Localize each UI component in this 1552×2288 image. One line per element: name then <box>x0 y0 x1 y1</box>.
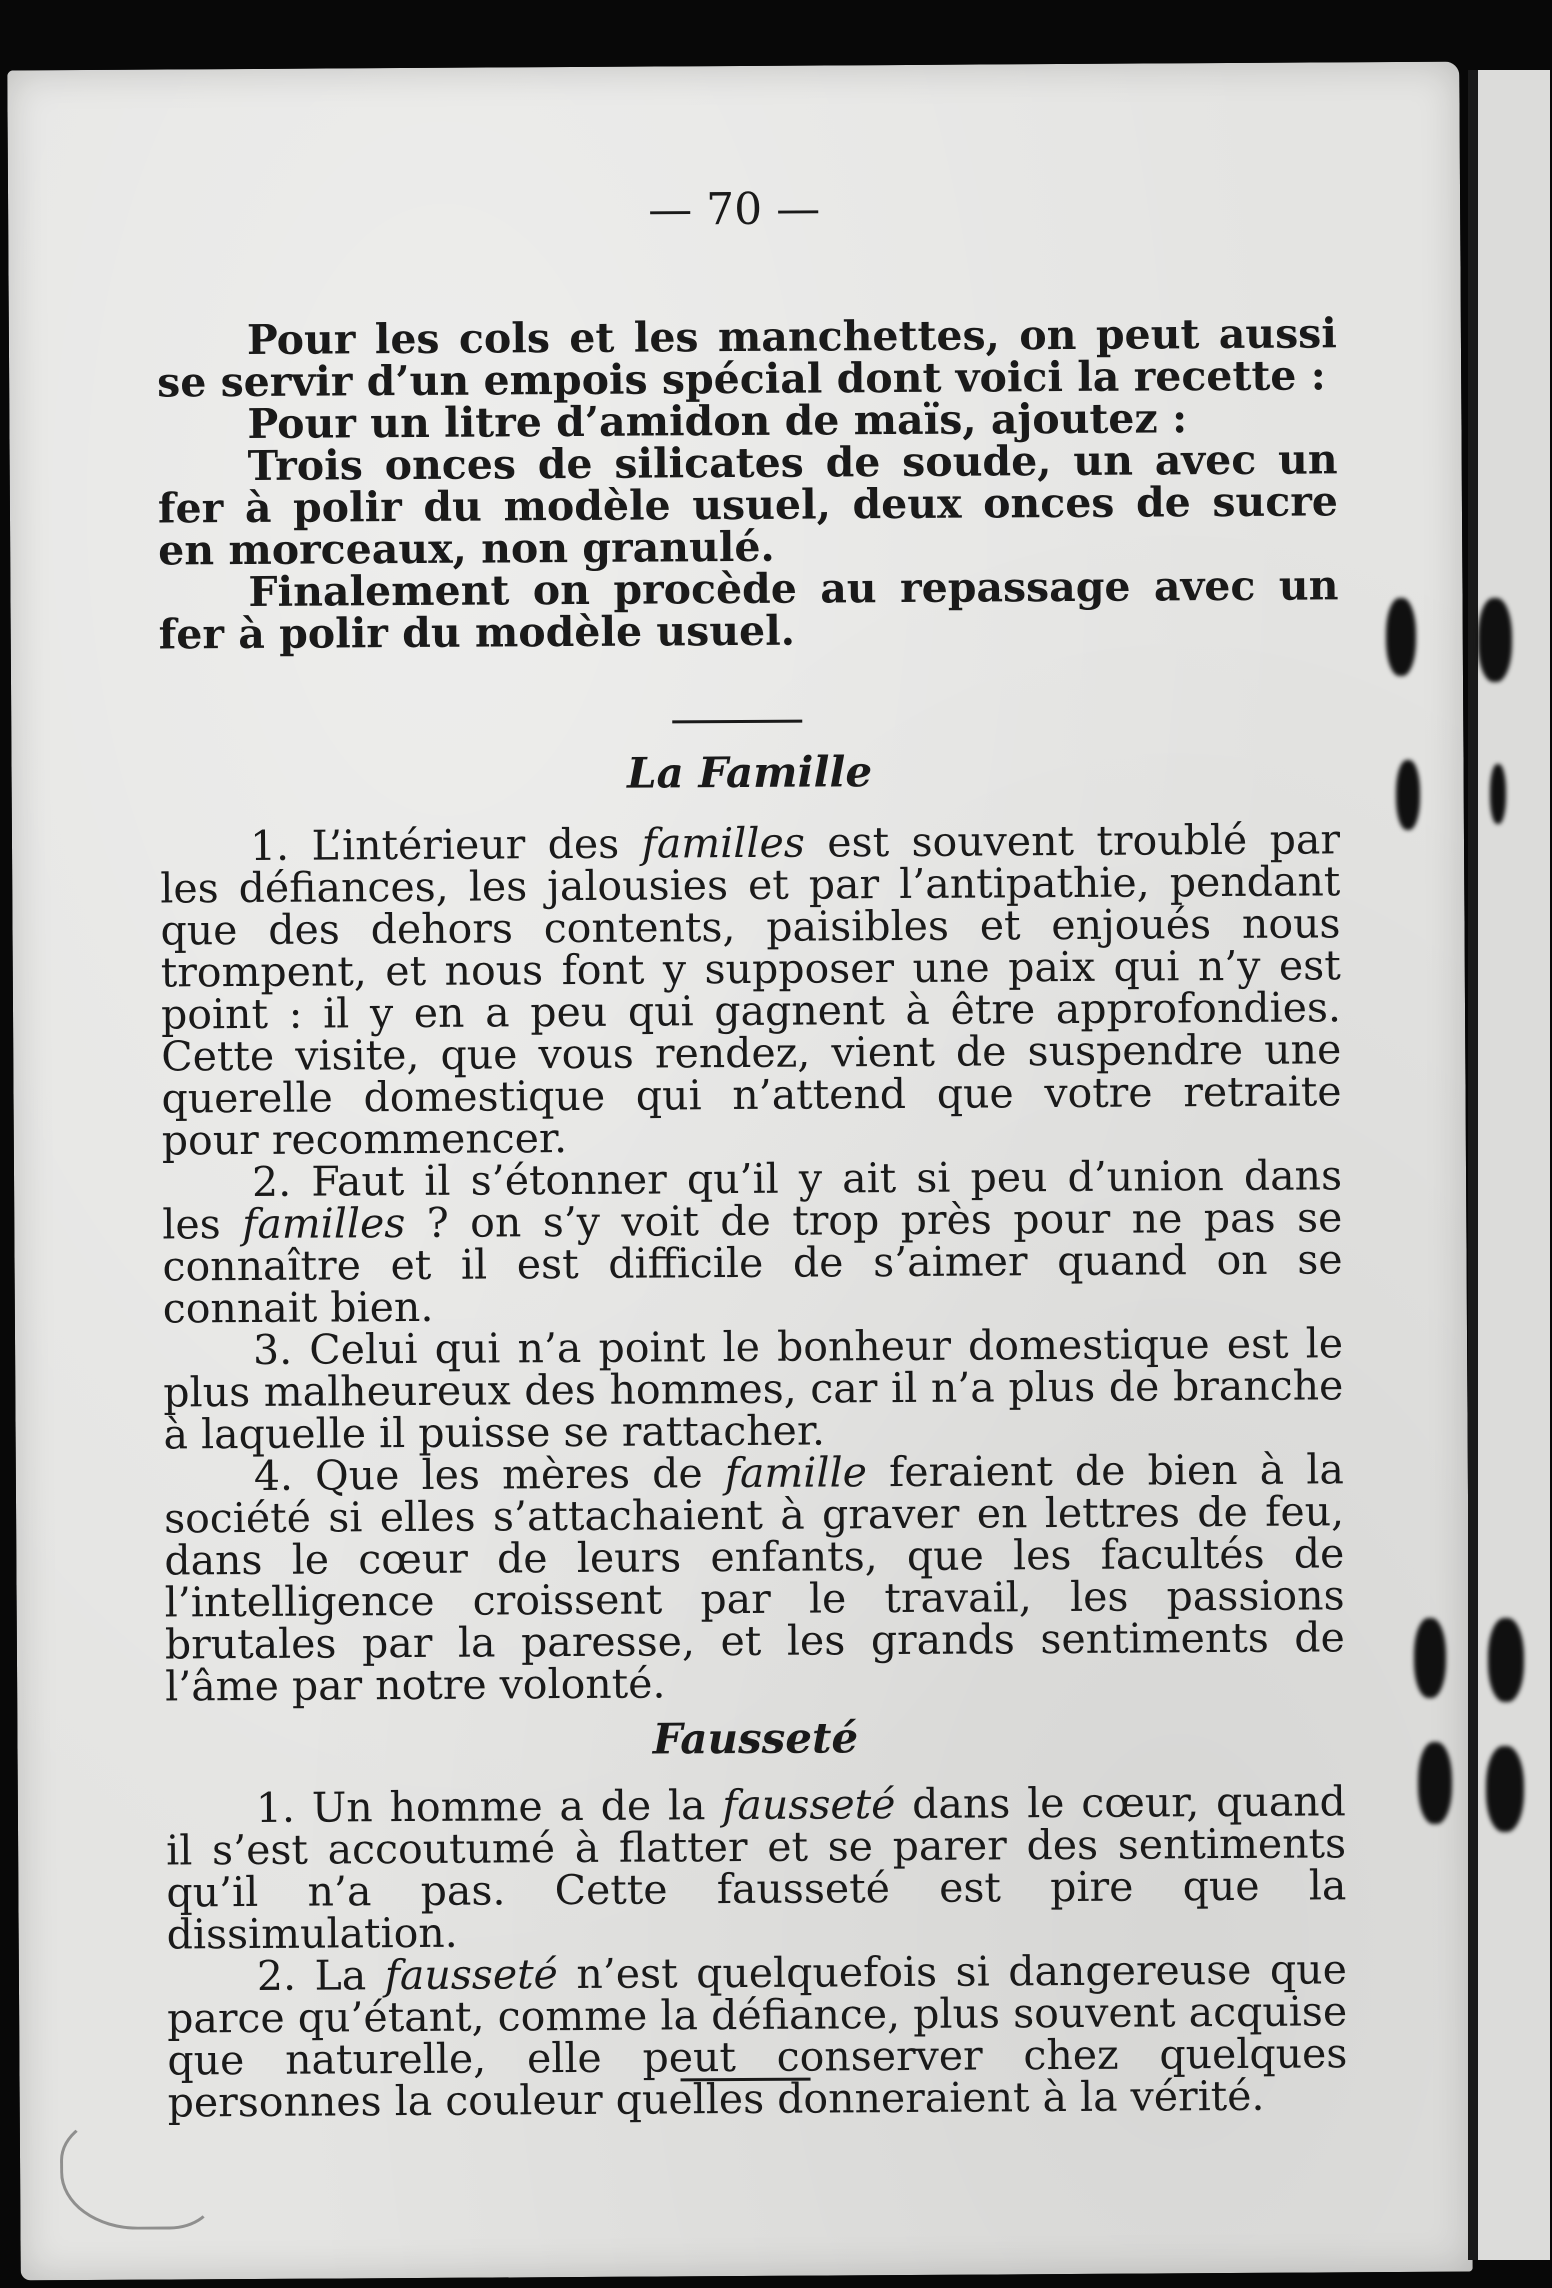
list-item: 2. La fausseté n’est quelquefois si dangereuse que parce qu’étant, comme la défiance, plus souvent acquise que naturelle, elle peut conserver chez quelques personnes la couleur quelles donneraient à la vérité. <box>167 1945 1348 2127</box>
binding-mark <box>1414 1618 1446 1698</box>
list-item: 1. Un homme a de la fausseté dans le cœur, quand il s’est accoutumé à flatter et se parer des sentiments qu’il n’a pas. Cette fausseté est pire que la dissimulation. <box>165 1777 1347 1959</box>
binding-mark <box>1396 760 1420 830</box>
next-page-edge <box>1468 70 1550 2260</box>
list-item: 3. Celui qui n’a point le bonheur domestique est le plus malheureux des hommes, car il n’a plus de branche à laquelle il puisse se rattacher. <box>163 1319 1344 1459</box>
famille-section <box>159 746 1348 2127</box>
paragraph: Pour un litre d’amidon de maïs, ajoutez : <box>247 394 1188 448</box>
page-corner-curl <box>60 2113 217 2230</box>
binding-mark <box>1386 598 1416 676</box>
paragraph: Finalement on procède au repassage avec un fer à polir du modèle usuel. <box>158 561 1339 659</box>
top-section <box>157 309 1339 659</box>
binding-mark <box>1418 1742 1452 1824</box>
section-heading: Fausseté <box>652 1713 859 1764</box>
list-item: 4. Que les mères de famille feraient de bien à la société si elles s’attachaient à graver en lettres de feu, dans le cœur de leurs enfants, que les facultés de l’intelligence croissent par le travail, les passions brutales par la paresse, et les grands sentiments de l’âme par notre volonté. <box>163 1445 1346 1711</box>
page-sheet <box>7 62 1472 2281</box>
section-divider <box>11 716 1463 728</box>
binding-mark <box>1486 1746 1524 1832</box>
paragraph: Trois onces de silicates de soude, un avec un fer à polir du modèle usuel, deux onces de sucre en morceaux, non granulé. <box>157 435 1339 575</box>
paragraph: Pour les cols et les manchettes, on peut aussi se servir d’un empois spécial dont voici la recette : <box>157 309 1338 407</box>
list-item: 1. L’intérieur des familles est souvent troublé par les défiances, les jalousies et par l’antipathie, pendant que des dehors contents, paisibles et enjoués nous trompent, et nous font y supposer une paix qui n’y est point : il y en a peu qui gagnent à être approfondies. Cette visite, que vous rendez, vient de suspendre une querelle domestique qui n’attend que votre retraite pour recommencer. <box>160 815 1342 1165</box>
section-heading: La Famille <box>626 747 873 798</box>
list-item: 2. Faut il s’étonner qu’il y ait si peu d’union dans les familles ? on s’y voit de trop près pour ne pas se connaître et il est difficile de s’aimer quand on se connait bien. <box>162 1151 1343 1333</box>
binding-mark <box>1478 598 1512 682</box>
page-number: — 70 — <box>647 183 821 236</box>
binding-mark <box>1488 1618 1524 1702</box>
binding-mark <box>1490 764 1506 824</box>
